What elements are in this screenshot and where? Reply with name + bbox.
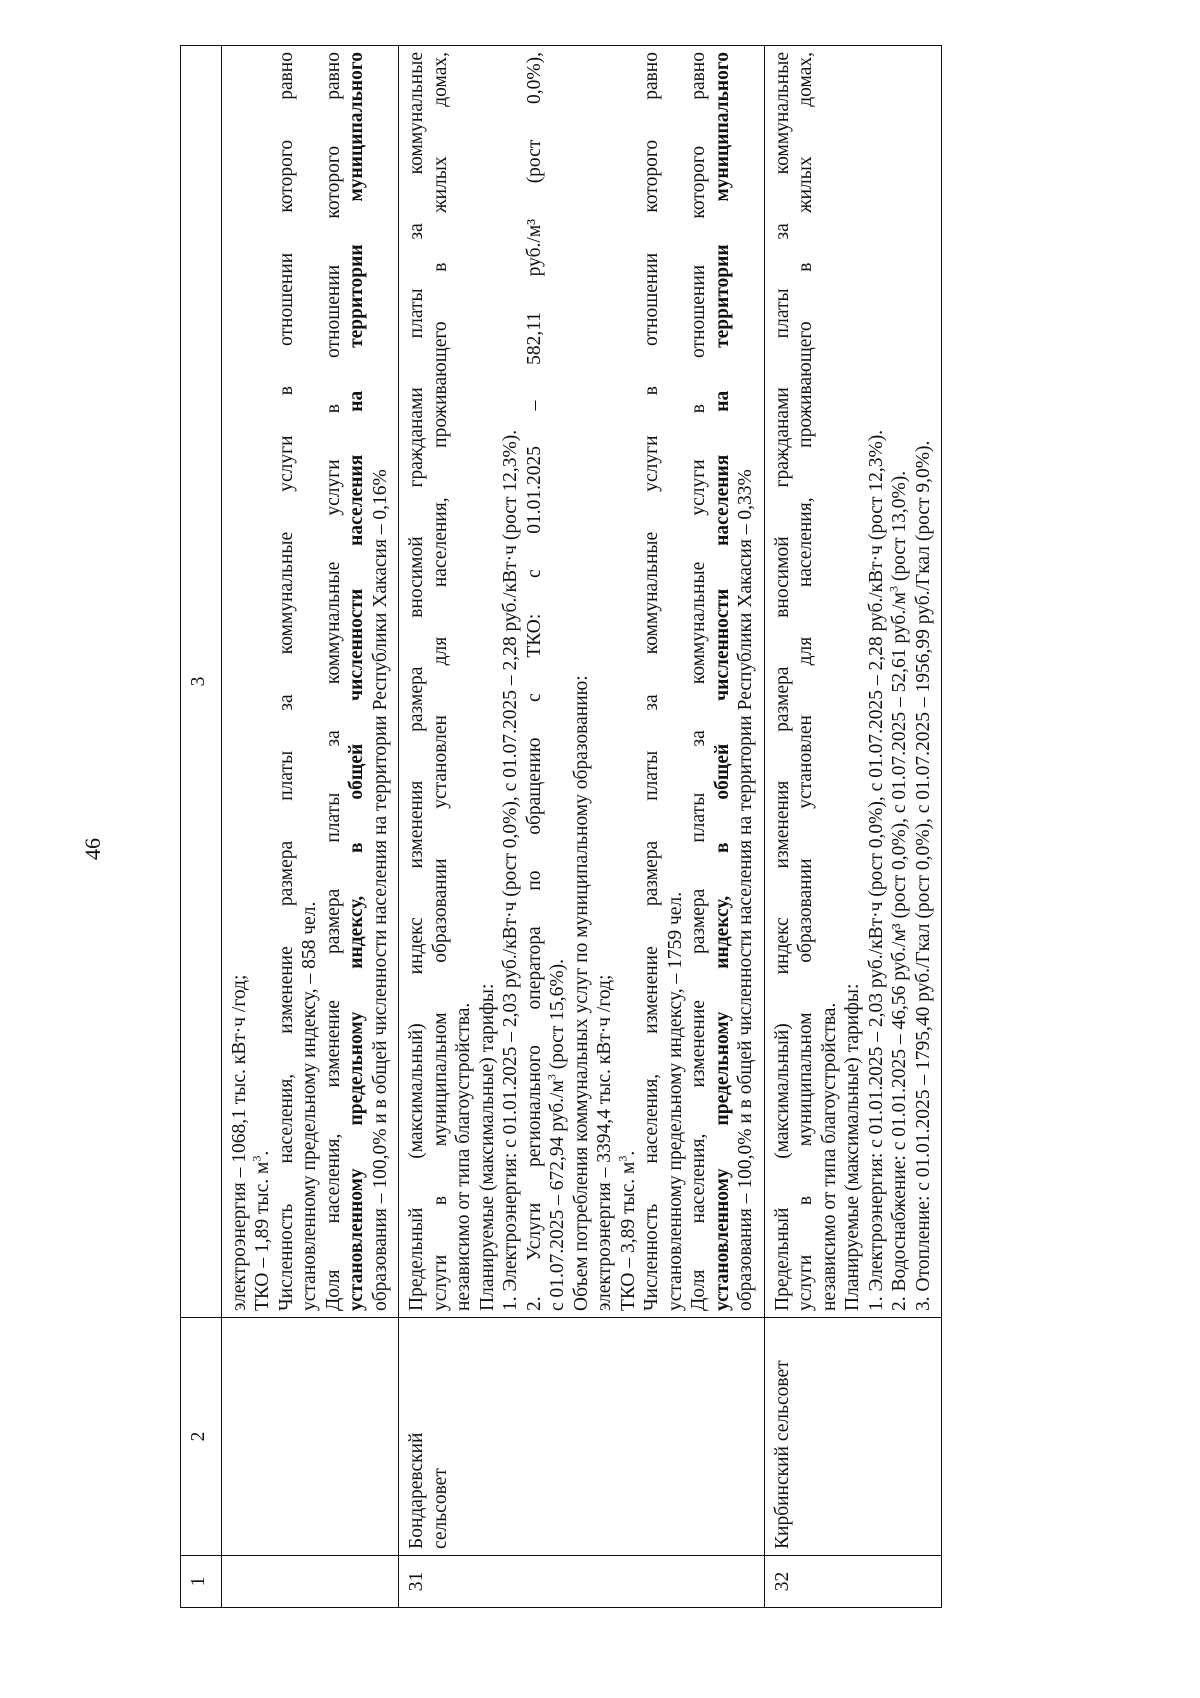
row-description <box>221 46 399 1318</box>
table-row-continuation <box>221 46 399 1608</box>
description-line: Объем потребления коммунальных услуг по муниципальному образованию: <box>570 675 592 1311</box>
table-row-31 <box>399 46 765 1608</box>
description-line: Численность населения, изменение размера платы за коммунальные услуги в отношении которого равно <box>641 52 662 1311</box>
tariff-table <box>180 45 942 1608</box>
superscript: 3 <box>544 1074 559 1081</box>
description-line: услуги в муниципальном образовании установлен для населения, проживающего в жилых домах, <box>429 52 451 1311</box>
row-number: 32 <box>764 1556 942 1608</box>
row-number: 31 <box>399 1556 765 1608</box>
row-description <box>399 46 765 1318</box>
description-line: услуги в муниципальном образовании установлен для населения, проживающего в жилых домах, <box>795 52 816 1311</box>
municipality-name <box>399 1318 765 1556</box>
table-header-row <box>181 46 222 1608</box>
description-line: Предельный (максимальный) индекс изменения размера вносимой гражданами платы за коммунальные <box>771 52 793 1311</box>
description-line: установленному предельному индексу, – 858 чел. <box>299 901 320 1311</box>
description-line: образования – 100,0% и в общей численности населения на территории Республики Хакасия – 0,33% <box>735 469 756 1311</box>
superscript: 3 <box>615 1155 629 1162</box>
description-line: ТКО – 1,89 тыс. $м^3$. <box>249 1150 273 1311</box>
description-line: независимо от типа благоустройства. <box>818 1002 840 1311</box>
header-col-3: 3 <box>181 46 222 1318</box>
municipality-name-line: сельсовет <box>429 1468 451 1549</box>
description-line: Численность населения, изменение размера платы за коммунальные услуги в отношении которого равно <box>275 52 297 1311</box>
page-number: 46 <box>80 838 105 860</box>
table-row-32 <box>764 46 942 1608</box>
description-line: Доля населения, изменение размера платы за коммунальные услуги в отношении которого равно <box>322 52 344 1311</box>
municipality-name-line: Бондаревский <box>406 1432 427 1549</box>
description-line: Планируемые (максимальные) тарифы: <box>842 983 863 1311</box>
description-line: установленному предельному индексу, в общей численности населения на территории муниципального <box>711 52 733 1311</box>
superscript: 3 <box>886 586 901 593</box>
description-line: установленному предельному индексу, в общей численности населения на территории муниципального <box>346 52 367 1311</box>
description-line: 1. Электроэнергия: с 01.01.2025 – 2,03 руб./кВт·ч (рост 0,0%), с 01.07.2025 – 2,28 руб./кВт·ч (рост 12,3%). <box>500 429 521 1311</box>
municipality-name <box>764 1318 942 1556</box>
superscript: 3 <box>249 1155 264 1162</box>
description-line: 2. Водоснабжение: с 01.01.2025 – 46,56 руб./м³ (рост 0,0%), с 01.07.2025 – 52,61 $руб./м^3$ (рост 13,0%). <box>886 470 910 1311</box>
description-line: образования – 100,0% и в общей численности населения на территории Республики Хакасия – 0,16% <box>369 469 391 1311</box>
municipality-name <box>221 1318 399 1556</box>
row-number <box>221 1556 399 1608</box>
description-line: Планируемые (максимальные) тарифы: <box>476 983 498 1311</box>
row-description <box>764 46 942 1318</box>
description-line: Предельный (максимальный) индекс изменения размера вносимой гражданами платы за коммунальные <box>406 52 427 1311</box>
description-line: 2. Услуги регионального оператора по обращению с ТКО: с 01.01.2025 – 582,11 руб./м³ (рост 0,0%), <box>523 52 545 1311</box>
description-line: электроэнергия – 1068,1 тыс. кВт·ч /год; <box>228 974 250 1311</box>
description-line: установленному предельному индексу, – 1759 чел. <box>664 891 686 1311</box>
description-line: 1. Электроэнергия: с 01.01.2025 – 2,03 руб./кВт·ч (рост 0,0%), с 01.07.2025 – 2,28 руб./кВт·ч (рост 12,3%). <box>865 429 887 1311</box>
header-col-1: 1 <box>181 1556 222 1608</box>
description-line: ТКО – 3,89 тыс. $м^3$. <box>615 1150 639 1311</box>
description-line: с 01.07.2025 – 672,94 $руб./м^3$ (рост 15,6%). <box>544 959 568 1311</box>
description-line: электроэнергия – 3394,4 тыс. кВт·ч /год; <box>594 974 615 1311</box>
description-line: 3. Отопление: с 01.01.2025 – 1795,40 руб./Гкал (рост 0,0%), с 01.07.2025 – 1956,99 руб./Гкал (рост 9,0%). <box>912 440 934 1311</box>
municipality-name-line: Кирбинский сельсовет <box>771 1360 793 1549</box>
description-line: Доля населения, изменение размера платы за коммунальные услуги в отношении которого равно <box>688 52 709 1311</box>
header-col-2: 2 <box>181 1318 222 1556</box>
description-line: независимо от типа благоустройства. <box>453 1002 474 1311</box>
